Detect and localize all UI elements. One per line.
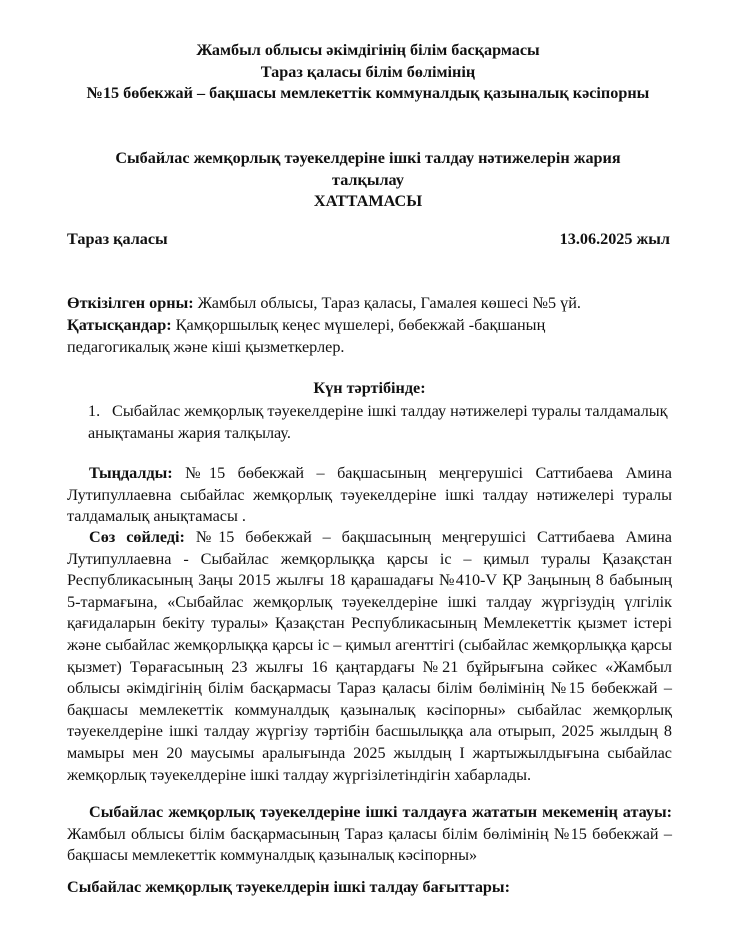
spoke-text: №15 бөбекжай – бақшасының меңгерушісі Саттибаева Амина Лутипуллаевна - Сыбайлас жемқорлыққа қарсы іс – қимыл туралы Қазақстан Республикасының Заңы 2015 жылғы 18 қарашадағы №410-V ҚР Заңының 8 бабының 5-тармағына, «Сыбайлас жемқорлық тәуекелдеріне ішкі талдау жүргізудің үлгілік қағидаларын бекіту туралы» Қазақстан Республикасының Мемлекеттік қызмет істері және сыбайлас жемқорлыққа қарсы іс – қимыл агенттігі (сыбайлас жемқорлыққа қарсы қызмет) Төрағасының 23 жылғы 16 қаңтардағы №21 бұйрығына сәйкес «Жамбыл облысы әкімдігінің білім басқармасы Тараз қаласы білім бөлімінің №15 бөбекжай – бақшасы мемлекеттік коммуналдық қазыналық кәсіпорны» сыбайлас жемқорлық тәуекелдеріне ішкі талдау жүргізу тәртібін басшылыққа ала отырып, 2025 жылдың 8 мамыры мен 20 маусымы аралығында 2025 жылдың І жартыжылдығына сыбайлас жемқорлық тәуекелдеріне ішкі талдау жүргізілетіндігін хабарлады.: [67, 528, 672, 784]
venue-paragraph: [67, 293, 672, 315]
listened-label: Тыңдалды:: [89, 464, 173, 482]
agenda-item-text: Сыбайлас жемқорлық тәуекелдеріне ішкі талдау нәтижелері туралы талдамалық анықтаманы жария талқылау.: [88, 402, 668, 442]
organization-paragraph: [67, 802, 672, 867]
title-line-1: Сыбайлас жемқорлық тәуекелдеріне ішкі талдау нәтижелерін жария: [115, 149, 621, 167]
venue-text: Жамбыл облысы, Тараз қаласы, Гамалея көшесі №5 үй.: [193, 294, 581, 312]
title-line-3: ХАТТАМАСЫ: [313, 192, 423, 211]
date: 13.06.2025 жыл: [559, 230, 670, 248]
city-date-line: [67, 229, 670, 251]
agenda-heading: Күн тәртібінде:: [313, 379, 426, 397]
listened-text: №15 бөбекжай – бақшасының меңгерушісі Саттибаева Амина Лутипуллаевна сыбайлас жемқорлық тәуекелдеріне ішкі талдау нәтижелері туралы талдамалық анықтамасы .: [67, 464, 672, 526]
agenda-item-number: 1.: [88, 402, 101, 420]
spoke-paragraph: [67, 527, 672, 786]
document-title: [90, 148, 646, 213]
participants-label: Қатысқандар:: [67, 316, 172, 334]
directions-heading: Сыбайлас жемқорлық тәуекелдерін ішкі талдау бағыттары:: [67, 878, 510, 896]
organization-text: Жамбыл облысы білім басқармасының Тараз қаласы білім бөлімінің №15 бөбекжай – бақшасы мемлекеттік коммуналдық қазыналық кәсіпорны»: [67, 824, 672, 865]
participants-paragraph: [67, 315, 636, 358]
listened-paragraph: [67, 463, 672, 528]
venue-label: Өткізілген орны:: [67, 294, 194, 312]
document-header: [60, 40, 676, 105]
agenda-item: [88, 401, 672, 444]
organization-label: Сыбайлас жемқорлық тәуекелдеріне ішкі талдауға жататын мекеменің атауы:: [89, 803, 672, 821]
spoke-label: Сөз сөйледі:: [89, 528, 185, 546]
city: Тараз қаласы: [67, 230, 168, 248]
title-line-2: талқылау: [332, 170, 404, 189]
header-line-1: Жамбыл облысы әкімдігінің білім басқармасы: [196, 41, 540, 59]
participants-text: Қамқоршылық кеңес мүшелері, бөбекжай -бақшаның педагогикалық және кіші қызметкерлер.: [67, 316, 546, 356]
header-line-3: №15 бөбекжай – бақшасы мемлекеттік коммуналдық қазыналық кәсіпорны: [86, 84, 650, 103]
header-line-2: Тараз қаласы білім бөлімінің: [260, 62, 476, 81]
